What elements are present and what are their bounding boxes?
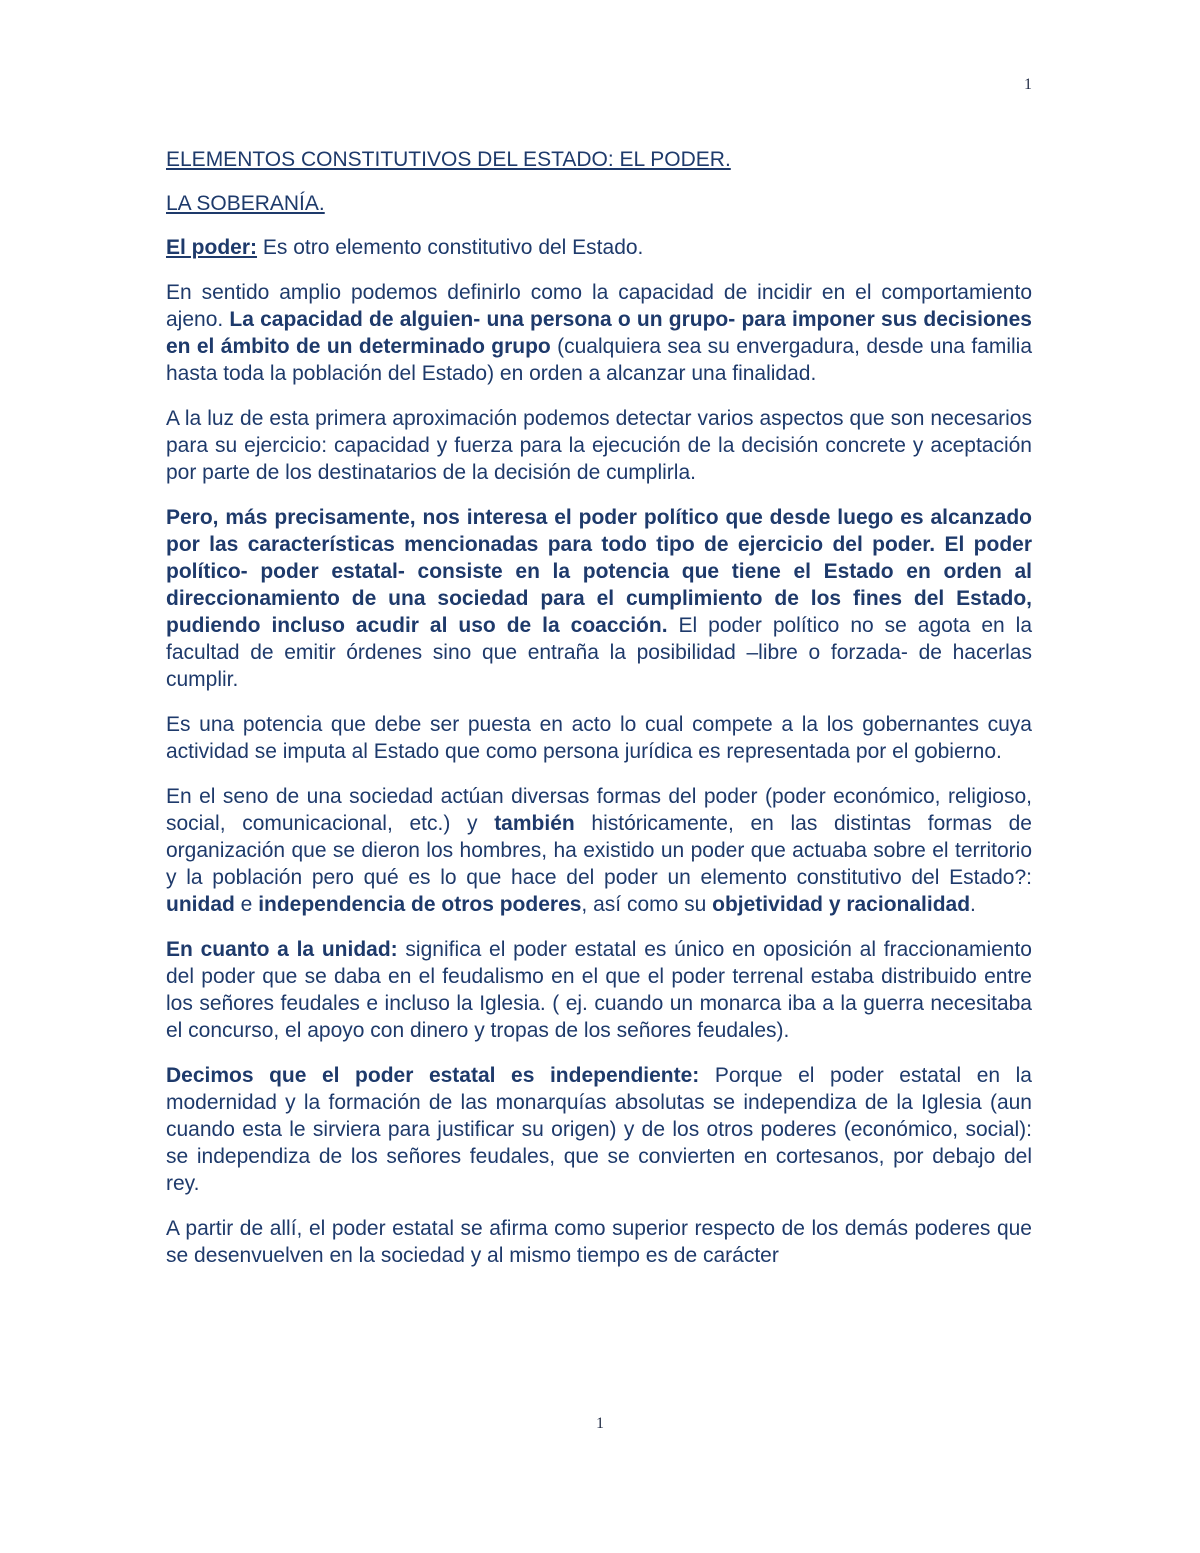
- document-title: ELEMENTOS CONSTITUTIVOS DEL ESTADO: EL PODER.: [166, 148, 731, 171]
- text-run: .: [970, 893, 976, 916]
- bold-run: Pero, más precisamente, nos interesa el poder político que desde luego es alcanzado por las características mencionadas para todo tipo de ejercicio del poder. El poder político- poder estatal- consiste en la potencia que tiene el Estado en orden al direccionamiento de una sociedad para el cumplimiento de los fines del Estado, pudiendo incluso acudir al uso de la coacción.: [166, 506, 1032, 637]
- paragraph-5: Es una potencia que debe ser puesta en acto lo cual compete a la los gobernantes cuya actividad se imputa al Estado que como persona jurídica es representada por el gobierno.: [166, 713, 1032, 763]
- paragraph-8: [166, 1062, 1032, 1197]
- paragraph-9: A partir de allí, el poder estatal se afirma como superior respecto de los demás poderes que se desenvuelven en la sociedad y al mismo tiempo es de carácter: [166, 1217, 1032, 1267]
- paragraph-3: A la luz de esta primera aproximación podemos detectar varios aspectos que son necesarios para su ejercicio: capacidad y fuerza para la ejecución de la decisión concrete y aceptación por parte de los destinatarios de la decisión de cumplirla.: [166, 407, 1032, 484]
- page-number-footer: 1: [596, 1415, 604, 1432]
- text-run: e: [234, 893, 259, 916]
- paragraph-7: [166, 936, 1032, 1044]
- text-run: significa el poder estatal es único en oposición al fraccionamiento del poder que se daba en el feudalismo en el que el poder terrenal estaba distribuido entre los señores feudales e incluso la Iglesia. ( ej. cuando un monarca iba a la guerra necesitaba el concurso, el apoyo con dinero y tropas de los señores feudales).: [166, 938, 1032, 1042]
- bold-run: objetividad y racionalidad: [712, 893, 971, 916]
- bold-run: independencia de otros poderes: [258, 893, 582, 916]
- bold-run: La capacidad de alguien- una persona o un grupo- para imponer sus decisiones en el ámbito de un determinado grupo: [166, 308, 1032, 358]
- bold-run: Decimos que el poder estatal es independiente:: [166, 1064, 700, 1087]
- term-label: El poder:: [166, 236, 258, 259]
- text-run: históricamente, en las distintas formas de organización que se dieron los hombres, ha existido un poder que actuaba sobre el territorio y la población pero qué es lo que hace del poder un elemento constitutivo del Estado?:: [166, 812, 1032, 889]
- text-run: (cualquiera sea su envergadura, desde una familia hasta toda la población del Estado) en orden a alcanzar una finalidad.: [166, 335, 1032, 385]
- page-number-header: 1: [1024, 76, 1032, 93]
- text-run: En el seno de una sociedad actúan diversas formas del poder (poder económico, religioso, social, comunicacional, etc.) y: [166, 785, 1032, 835]
- section-title: LA SOBERANÍA.: [166, 192, 325, 215]
- bold-run: unidad: [166, 893, 235, 916]
- text-run: El poder político no se agota en la facultad de emitir órdenes sino que entraña la posibilidad –libre o forzada- de hacerlas cumplir.: [166, 614, 1032, 691]
- paragraph-6: [166, 783, 1032, 918]
- text-run: Porque el poder estatal en la modernidad y la formación de las monarquías absolutas se independiza de la Iglesia (aun cuando esta le sirviera para justificar su origen) y de los otros poderes (económico, social): se independiza de los señores feudales, que se convierten en cortesanos, por debajo del rey.: [166, 1064, 1032, 1195]
- text-run: , así como su: [581, 893, 713, 916]
- bold-run: también: [494, 812, 575, 835]
- document-body: [166, 146, 1032, 1287]
- paragraph-2: [166, 279, 1032, 387]
- paragraph-4: [166, 504, 1032, 693]
- text-run: En sentido amplio podemos definirlo como la capacidad de incidir en el comportamiento ajeno.: [166, 281, 1032, 331]
- bold-run: En cuanto a la unidad:: [166, 938, 398, 961]
- text-run: Es otro elemento constitutivo del Estado.: [257, 236, 644, 259]
- paragraph-1: [166, 234, 1032, 261]
